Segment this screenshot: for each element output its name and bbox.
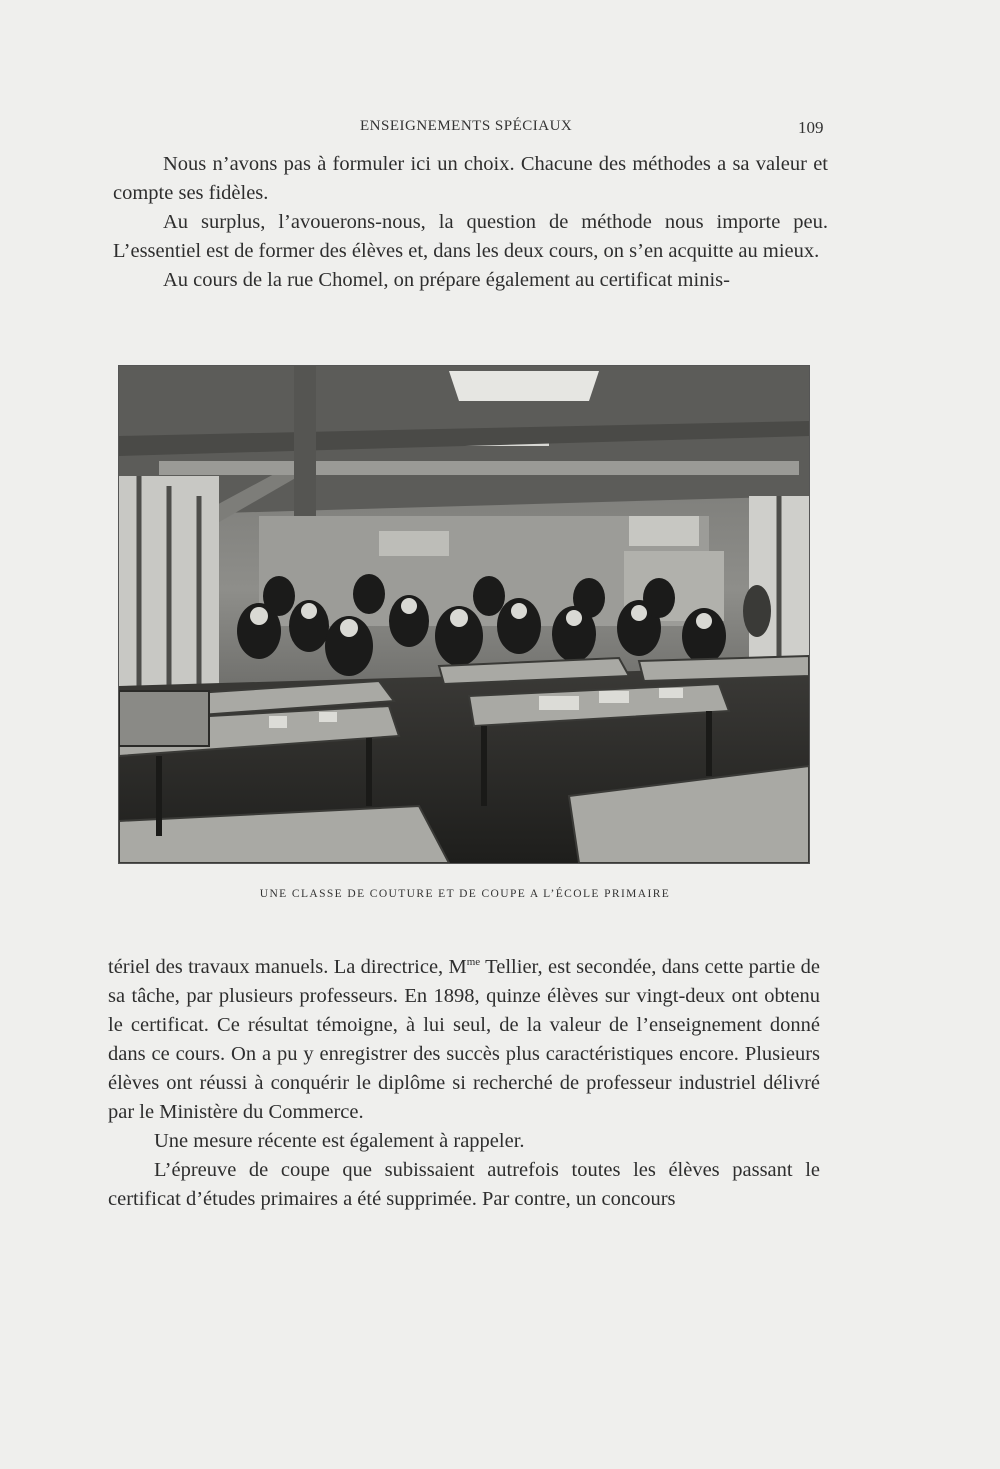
- page-number: 109: [798, 118, 824, 137]
- paragraph: Nous n’avons pas à formuler ici un choix. Chacune des méthodes a sa valeur et compte ses fidèles.: [113, 153, 828, 204]
- paragraph: [108, 953, 820, 1127]
- paragraph: Au cours de la rue Chomel, on prépare également au certificat minis-: [163, 269, 730, 291]
- paragraph-text: Tellier, est secondée, dans cette partie de sa tâche, par plusieurs professeurs. En 1898, quinze élèves sur vingt-deux ont obtenu le certificat. Ce résultat témoigne, à lui seul, de la valeur de l’enseignement donné dans ce cours. On a pu y enregistrer des succès plus caractéristiques encore. Plusieurs élèves ont réussi à conquérir le diplôme si recherché de professeur industriel délivré par le Ministère du Commerce.: [108, 956, 821, 1123]
- classroom-photograph: [118, 365, 810, 864]
- running-head: ENSEIGNEMENTS SPÉCIAUX: [360, 118, 573, 134]
- paragraph-text: tériel des travaux manuels. La directrice, M: [108, 956, 467, 978]
- paragraph: Une mesure récente est également à rappeler.: [154, 1130, 525, 1152]
- superscript: me: [466, 956, 481, 968]
- figure-caption: UNE CLASSE DE COUTURE ET DE COUPE A L’ÉCOLE PRIMAIRE: [259, 888, 671, 900]
- bottom-text-block: [108, 953, 820, 1214]
- paragraph: Au surplus, l’avouerons-nous, la question de méthode nous importe peu. L’essentiel est de former des élèves et, dans les deux cours, on s’en acquitte au mieux.: [113, 211, 828, 262]
- top-text-block: [113, 150, 828, 295]
- paragraph: L’épreuve de coupe que subissaient autrefois toutes les élèves passant le certificat d’études primaires a été supprimée. Par contre, un concours: [108, 1159, 820, 1210]
